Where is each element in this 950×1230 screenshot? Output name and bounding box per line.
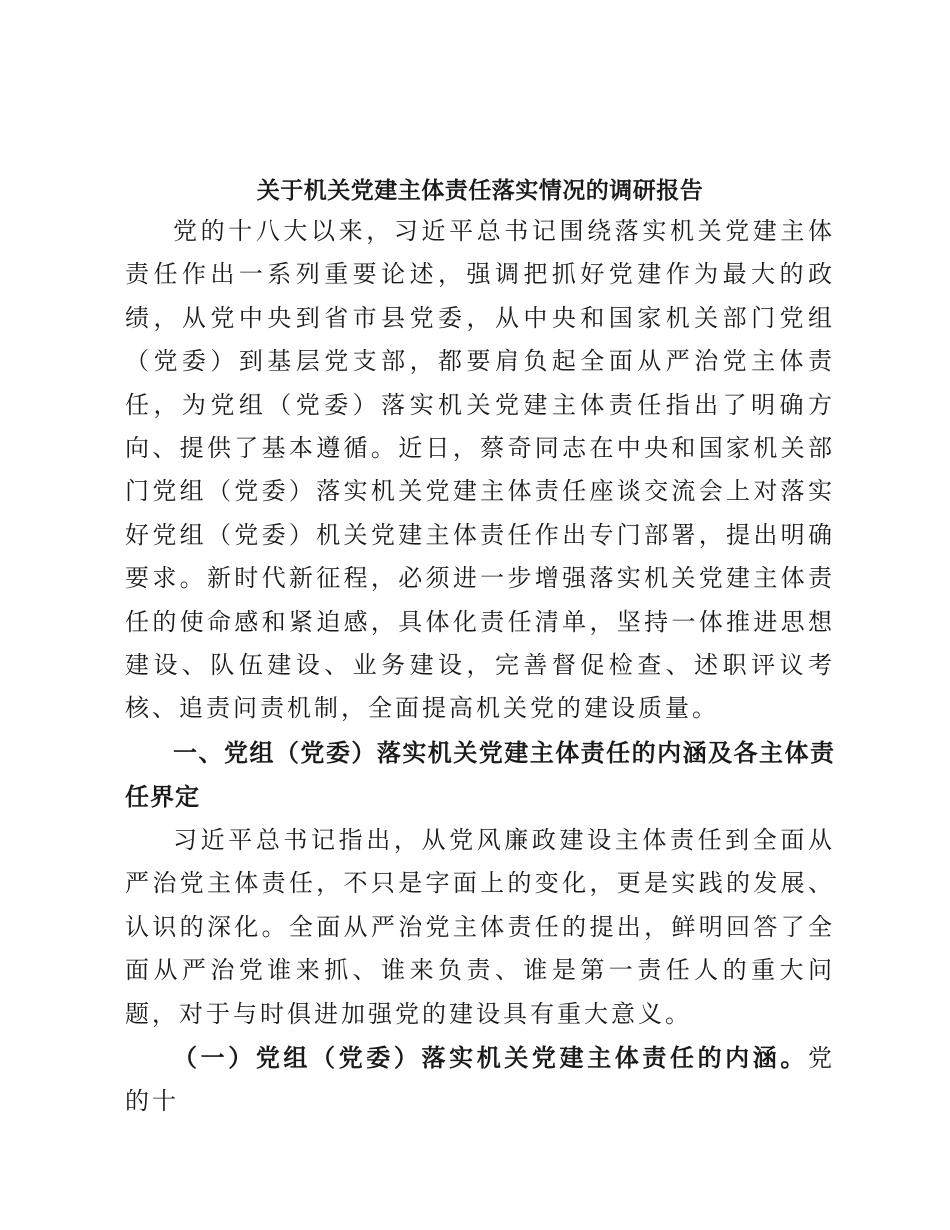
subsection-1-text: 党的十 [125, 1043, 835, 1116]
section-1-paragraph: 习近平总书记指出，从党风廉政建设主体责任到全面从严治党主体责任，不只是字面上的变化，更是实践的发展、认识的深化。全面从严治党主体责任的提出，鲜明回答了全面从严治党谁来抓、谁来负责、谁是第一责任人的重大问题，对于与时俱进加强党的建设具有重大意义。 [125, 825, 835, 1028]
subsection-1-lead: （一）党组（党委）落实机关党建主体责任的内涵。 [173, 1042, 808, 1072]
section-heading-1: 一、党组（党委）落实机关党建主体责任的内涵及各主体责任界定 [125, 738, 835, 811]
document-page [125, 172, 835, 1124]
subsection-1-paragraph [125, 1036, 835, 1124]
document-title: 关于机关党建主体责任落实情况的调研报告 [256, 177, 704, 204]
intro-paragraph: 党的十八大以来，习近平总书记围绕落实机关党建主体责任作出一系列重要论述，强调把抓好党建作为最大的政绩，从党中央到省市县党委，从中央和国家机关部门党组（党委）到基层党支部，都要肩负起全面从严治党主体责任，为党组（党委）落实机关党建主体责任指出了明确方向、提供了基本遵循。近日，蔡奇同志在中央和国家机关部门党组（党委）落实机关党建主体责任座谈交流会上对落实好党组（党委）机关党建主体责任作出专门部署，提出明确要求。新时代新征程，必须进一步增强落实机关党建主体责任的使命感和紧迫感，具体化责任清单，坚持一体推进思想建设、队伍建设、业务建设，完善督促检查、述职评议考核、追责问责机制，全面提高机关党的建设质量。 [125, 217, 835, 723]
